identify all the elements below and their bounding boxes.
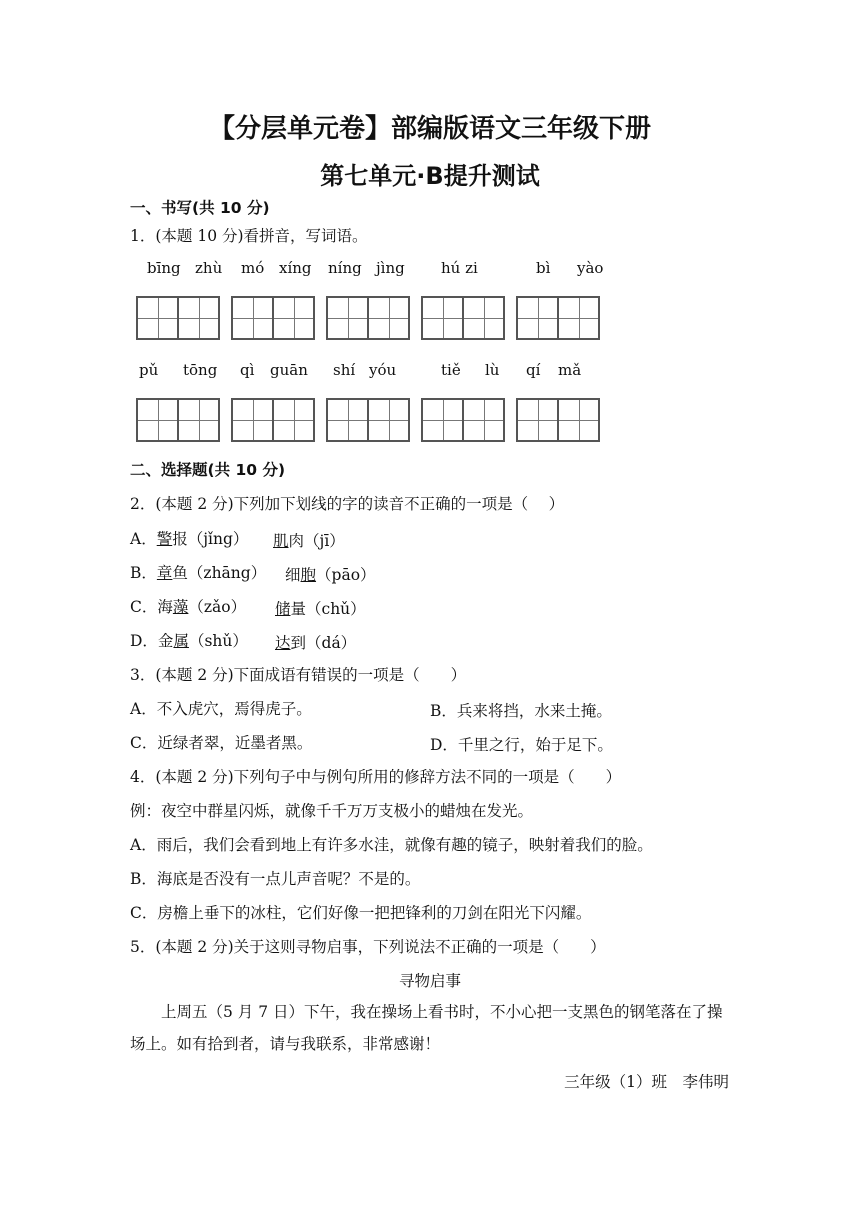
- pinyin-label: jìng: [376, 259, 405, 277]
- option-b[interactable]: B．章鱼（zhāng）: [130, 564, 267, 582]
- writing-grid[interactable]: [516, 398, 600, 442]
- page-title: 【分层单元卷】部编版语文三年级下册: [208, 114, 651, 144]
- pinyin-label: guān: [270, 361, 308, 379]
- option-d[interactable]: D．千里之行，始于足下。: [430, 736, 613, 754]
- notice-signature: 三年级（1）班 李伟明: [564, 1073, 729, 1091]
- question-4: 4．(本题 2 分)下列句子中与例句所用的修辞方法不同的一项是（ ）: [130, 768, 622, 786]
- option-c-second-word: 储量（chǔ）: [275, 600, 366, 618]
- pinyin-label: níng: [328, 259, 362, 277]
- question-1: 1．(本题 10 分)看拼音，写词语。: [130, 227, 368, 245]
- section-heading-choice: 二、选择题(共 10 分): [130, 461, 286, 479]
- option-d-second-word: 达到（dá）: [275, 634, 357, 652]
- option-b[interactable]: B．海底是否没有一点儿声音呢？不是的。: [130, 870, 421, 888]
- writing-grid[interactable]: [136, 398, 220, 442]
- option-a[interactable]: A．警报（jǐng）: [130, 530, 249, 548]
- pinyin-label: yào: [577, 259, 604, 277]
- section-heading-writing: 一、书写(共 10 分): [130, 199, 270, 217]
- pinyin-label: mó: [241, 259, 265, 277]
- pinyin-label: bì: [536, 259, 551, 277]
- notice-body: 上周五（5 月 7 日）下午，我在操场上看书时，不小心把一支黑色的钢笔落在了操场上。如有拾到者，请与我联系，非常感谢！: [130, 1003, 723, 1053]
- pinyin-label: tiě: [441, 361, 461, 379]
- pinyin-label: zhù: [195, 259, 223, 277]
- pinyin-label: lù: [485, 361, 500, 379]
- example-sentence: 例：夜空中群星闪烁，就像千千万万支极小的蜡烛在发光。: [130, 802, 534, 820]
- pinyin-label: bīng: [147, 259, 181, 277]
- option-a-second-word: 肌肉（jī）: [273, 532, 345, 550]
- writing-grid[interactable]: [421, 296, 505, 340]
- option-b-second-word: 细胞（pāo）: [285, 566, 376, 584]
- pinyin-label: qí: [526, 361, 541, 379]
- question-3: 3．(本题 2 分)下面成语有错误的一项是（ ）: [130, 666, 467, 684]
- option-d[interactable]: D．金属（shǔ）: [130, 632, 248, 650]
- question-2: 2．(本题 2 分)下列加下划线的字的读音不正确的一项是（ ）: [130, 495, 565, 513]
- notice-title: 寻物启事: [398, 972, 461, 990]
- writing-grid[interactable]: [136, 296, 220, 340]
- option-c[interactable]: C．海藻（zǎo）: [130, 598, 247, 616]
- writing-grid[interactable]: [231, 398, 315, 442]
- pinyin-label: xíng: [279, 259, 312, 277]
- option-a[interactable]: A．不入虎穴，焉得虎子。: [130, 700, 312, 718]
- writing-grid[interactable]: [516, 296, 600, 340]
- question-5: 5．(本题 2 分)关于这则寻物启事，下列说法不正确的一项是（ ）: [130, 938, 606, 956]
- pinyin-label: shí: [333, 361, 356, 379]
- pinyin-label: hú zi: [441, 259, 478, 277]
- pinyin-label: pǔ: [139, 361, 159, 379]
- pinyin-label: mǎ: [558, 361, 582, 379]
- option-c[interactable]: C．近绿者翠，近墨者黑。: [130, 734, 313, 752]
- writing-grid[interactable]: [231, 296, 315, 340]
- writing-grid[interactable]: [326, 296, 410, 340]
- writing-grid[interactable]: [421, 398, 505, 442]
- option-c[interactable]: C．房檐上垂下的冰柱，它们好像一把把锋利的刀剑在阳光下闪耀。: [130, 904, 592, 922]
- page-subtitle: 第七单元·B提升测试: [320, 162, 540, 190]
- pinyin-label: qì: [240, 361, 255, 379]
- option-b[interactable]: B．兵来将挡，水来土掩。: [430, 702, 612, 720]
- writing-grid[interactable]: [326, 398, 410, 442]
- pinyin-label: tōng: [183, 361, 218, 379]
- option-a[interactable]: A．雨后，我们会看到地上有许多水洼，就像有趣的镜子，映射着我们的脸。: [130, 836, 653, 854]
- pinyin-label: yóu: [369, 361, 397, 379]
